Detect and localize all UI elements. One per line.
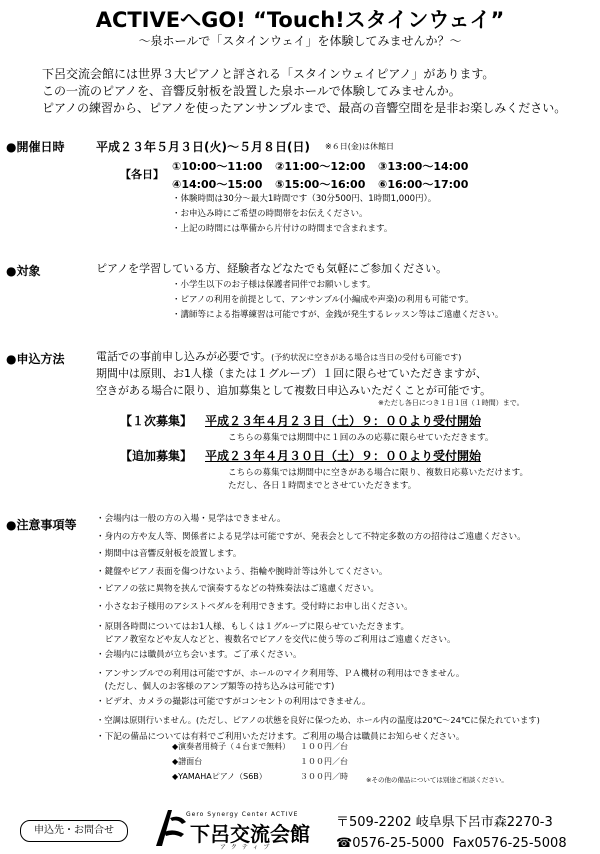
intro-paragraph (42, 66, 566, 117)
first-recruit-note: こちらの募集では期間中に１回のみの応募に限らせていただきます。 (228, 433, 494, 443)
apply-line-note: (予約状況に空きがある場合は当日の受付も可能です) (271, 353, 462, 362)
time-slot: ⑤15:00〜16:00 (275, 178, 366, 191)
equipment-price: ３００円／時 (300, 772, 348, 781)
intro-line: この一流のピアノを、音響反射板を設置した泉ホールで体験してみませんか。 (42, 84, 461, 98)
caution-item: ・鍵盤やピアノ表面を傷つけないよう、指輪や腕時計等は外してください。 (96, 566, 388, 577)
logo-kana: アクティブ (220, 844, 275, 851)
first-recruit-date: 平成２３年４月２３日（土）９：００より受付開始 (205, 414, 482, 428)
target-notes (172, 278, 503, 323)
closed-note: ※６日(金)は休館日 (325, 142, 394, 151)
caution-item: ピアノ教室などや友人などと、複数名でピアノを交代に使う等のご利用はご遠慮ください。 (96, 634, 456, 645)
time-slot: ④14:00〜15:00 (172, 178, 263, 191)
equipment-item (172, 754, 372, 769)
extra-recruit-date: 平成２３年４月３０日（土）９：００より受付開始 (205, 449, 482, 463)
phone: ☎0576-25-5000 (336, 836, 445, 851)
page-subtitle: 〜泉ホールで「スタインウェイ」を体験してみませんか？〜 (138, 34, 462, 48)
equipment-item (172, 739, 372, 754)
intro-line: 下呂交流会館には世界３大ピアノと評される「スタインウェイピアノ」があります。 (42, 67, 495, 81)
equipment-list (172, 739, 372, 784)
contact-info (336, 812, 567, 854)
caution-item: ・会場内には職員が立ち会います。ご了承ください。 (96, 649, 302, 660)
caution-item: ・原則各時間についてはお1人様、もしくは１グループに限らせていただきます。 (96, 621, 410, 632)
caution-item: ・ビデオ、カメラの撮影は可能ですがコンセントの利用はできません。 (96, 697, 371, 708)
caution-item: ・小さなお子様用のアシストペダルを利用できます。受付時にお申し出ください。 (96, 601, 413, 612)
equipment-item (172, 769, 372, 784)
time-slot: ③13:00〜14:00 (378, 160, 469, 173)
apply-heading: ●申込方法 (6, 352, 65, 366)
equipment-name: ◆譜面台 (172, 757, 203, 766)
time-slot: ①10:00〜11:00 (172, 160, 263, 173)
fax: Fax0576-25-5008 (452, 836, 567, 851)
extra-recruit-label: 【追加募集】 (120, 449, 193, 463)
page-title: ACTIVEへGO! “Touch!スタインウェイ” (95, 8, 505, 32)
target-heading: ●対象 (6, 264, 41, 278)
logo-subtitle: Gero Synergy Center ACTIVE (186, 811, 299, 818)
equipment-note: ※その他の備品については別途ご相談ください。 (366, 776, 508, 784)
target-main: ピアノを学習している方、経験者などなたでも気軽にご参加ください。 (96, 262, 448, 275)
logo-name: 下呂交流会館 (190, 822, 310, 846)
equipment-price: １００円／台 (300, 757, 348, 766)
caution-item: ・空調は原則行いません。(ただし、ピアノの状態を良好に保つため、ホール内の温度は20℃〜24℃に保たれています) (96, 714, 540, 725)
apply-line (96, 348, 461, 366)
schedule-period: 平成２３年５月３日(火)〜５月８日(日) (96, 140, 310, 154)
extra-recruit-note: こちらの募集では期間中に空きがある場合に限り、複数日応募いただけます。 (228, 468, 529, 478)
logo-mark-icon (150, 806, 190, 848)
address: 〒509-2202 岐阜県下呂市森2270-3 (336, 815, 553, 830)
phone-fax (336, 833, 567, 854)
note-line: ・講師等による指導練習は可能ですが、金銭が発生するレッスン等はご遠慮ください。 (172, 310, 504, 320)
equipment-name: ◆YAMAHAピアノ（S6B） (172, 772, 267, 781)
time-slot: ⑥16:00〜17:00 (378, 178, 469, 191)
caution-item: ・期間中は音響反射板を設置します。 (96, 549, 242, 560)
contact-label: 申込先・お問合せ (20, 820, 128, 842)
note-line: ・体験時間は30分〜最大1時間です（30分500円、1時間1,000円）。 (172, 194, 437, 204)
intro-line: ピアノの練習から、ピアノを使ったアンサンブルまで、最高の音響空間を是非お楽しみください。 (42, 101, 567, 115)
extra-recruit-note: ただし、各日１時間までとさせていただきます。 (228, 481, 417, 491)
schedule-heading: ●開催日時 (6, 140, 65, 154)
apply-limit-note: ※ただし各日につき１日１回（１時間）まで。 (378, 399, 524, 407)
daily-label: 【各日】 (120, 168, 164, 181)
note-line: ・お申込み時にご希望の時間帯をお伝えください。 (172, 209, 368, 219)
first-recruit-label: 【１次募集】 (120, 414, 193, 428)
cautions-list (96, 511, 540, 747)
caution-item: ・アンサンブルでの利用は可能ですが、ホールのマイク利用等、ＰＡ機材の利用はできません。 (96, 669, 465, 680)
cautions-heading: ●注意事項等 (6, 518, 77, 532)
caution-item: (ただし、個人のお客様のアンプ類等の持ち込みは可能です) (96, 682, 335, 693)
schedule-notes (172, 192, 436, 237)
caution-item: ・身内の方や友人等、関係者による見学は可能ですが、発表会として不特定多数の方の招待はご遠慮ください。 (96, 531, 526, 542)
note-line: ・小学生以下のお子様は保護者同伴でお願いします。 (172, 280, 376, 290)
time-slot: ②11:00〜12:00 (275, 160, 366, 173)
apply-line: 空きがある場合に限り、追加募集として複数日申込みいただくことが可能です。 (96, 384, 492, 397)
note-line: ・ピアノの利用を前提として、アンサンブル(小編成や声楽)の利用も可能です。 (172, 295, 474, 305)
caution-item: ・ピアノの弦に異物を挟んで演奏するなどの特殊奏法はご遠慮ください。 (96, 584, 379, 595)
caution-item: ・会場内は一般の方の入場・見学はできません。 (96, 514, 286, 524)
equipment-name: ◆演奏者用椅子（４台まで無料） (172, 742, 291, 751)
apply-line: 期間中は原則、お1人様（または１グループ）１回に限らせていただきますが、 (96, 367, 487, 380)
equipment-price: １００円／台 (300, 742, 348, 751)
caution-item: ・下記の備品については有料でご利用いただけます。ご利用の場合は職員にお知らせください。 (96, 732, 465, 743)
apply-line-main: 電話での事前申し込みが必要です。 (96, 350, 272, 363)
note-line: ・上記の時間には準備から片付けの時間まで含まれます。 (172, 224, 393, 234)
